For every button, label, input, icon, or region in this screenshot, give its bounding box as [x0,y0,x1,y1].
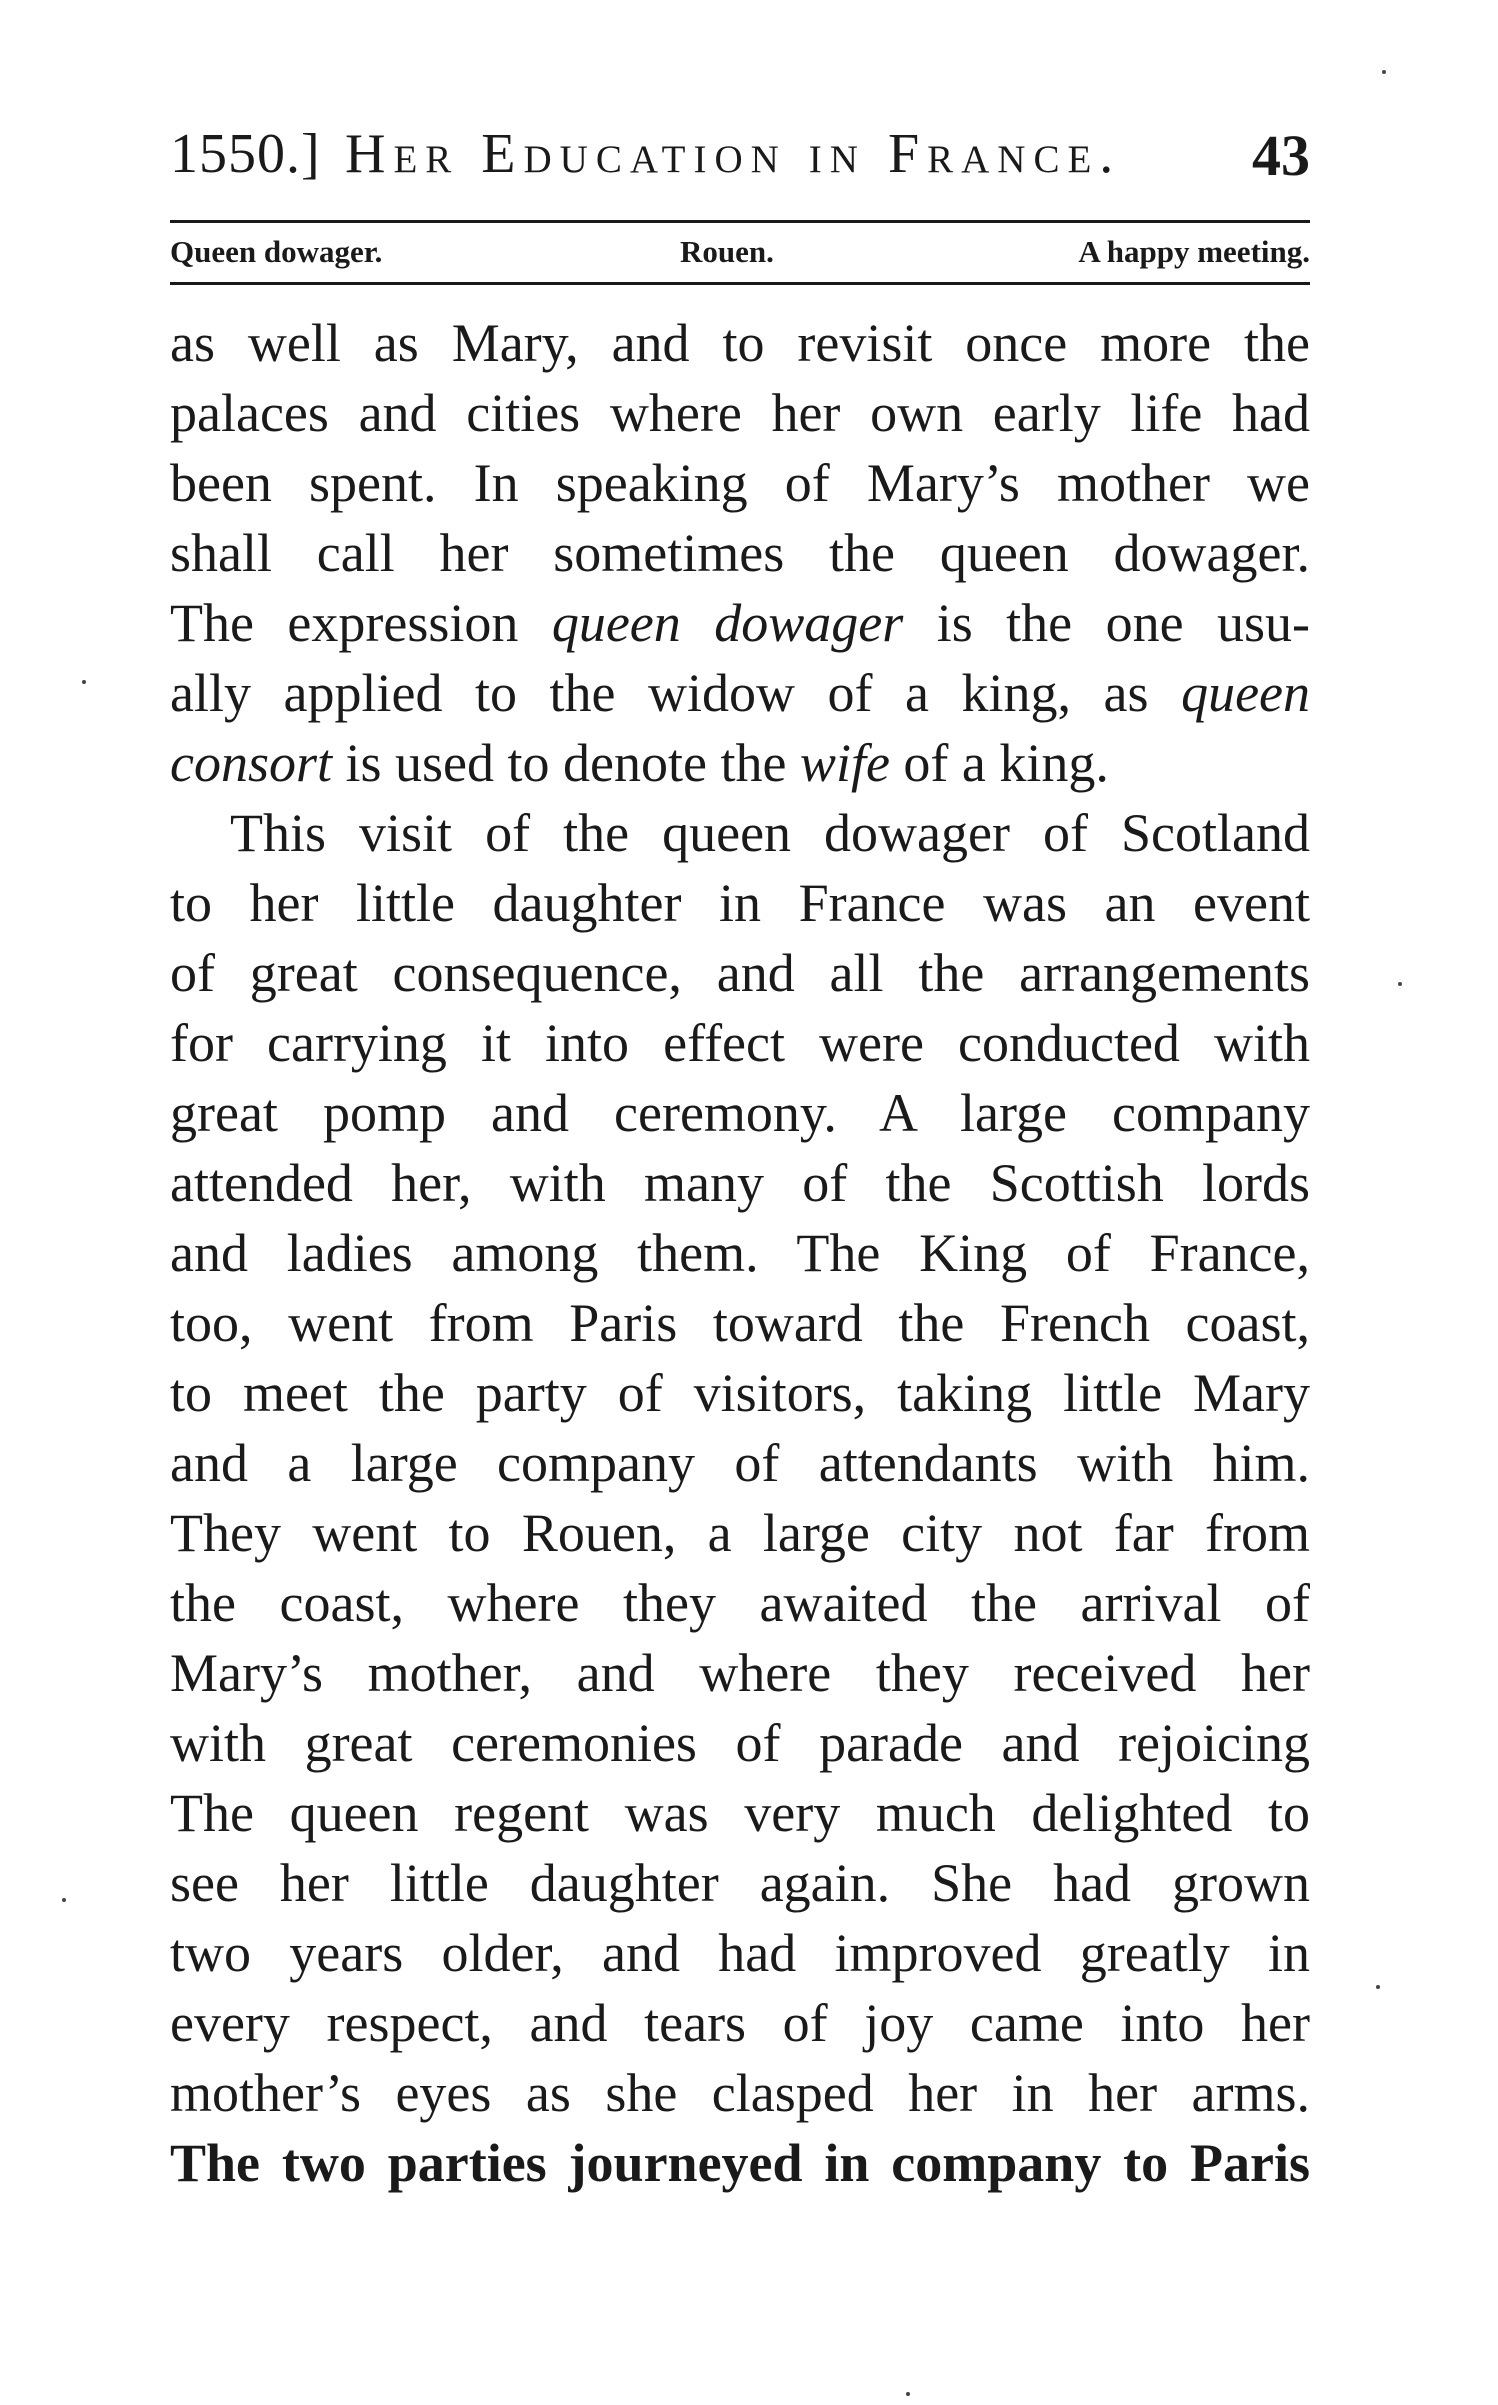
text-line: too, went from Paris toward the French coast, [170,1293,1310,1353]
subhead-center: Rouen. [680,234,774,269]
subhead-right: A happy meeting. [1078,234,1310,269]
scan-speck [1376,1985,1380,1989]
text-line: shall call her sometimes the queen dowager. [170,523,1310,583]
running-header [170,122,1310,202]
subhead-left: Queen dowager. [170,234,383,269]
header-rule-top [170,220,1310,223]
italic-term: queen [1181,663,1310,723]
text-line: The queen regent was very much delighted to [170,1783,1310,1843]
text-line: They went to Rouen, a large city not far from [170,1503,1310,1563]
scan-speck [1398,982,1402,986]
text-line: to her little daughter in France was an event [170,873,1310,933]
header-rule-bottom [170,282,1310,285]
scan-speck [906,2392,910,2396]
text-line [170,728,1310,798]
text-line: every respect, and tears of joy came into her [170,1993,1310,2053]
text-line: to meet the party of visitors, taking little Mary [170,1363,1310,1423]
text-run: is used to denote the [332,733,800,793]
text-line: for carrying it into effect were conducted with [170,1013,1310,1073]
text-line: as well as Mary, and to revisit once more the [170,313,1310,373]
scan-speck [62,1898,66,1902]
page-number: 43 [1252,123,1310,188]
text-line: two years older, and had improved greatly in [170,1923,1310,1983]
text-line: Mary’s mother, and where they received her [170,1643,1310,1703]
text-line: attended her, with many of the Scottish lords [170,1153,1310,1213]
text-line: of great consequence, and all the arrangements [170,943,1310,1003]
text-line: mother’s eyes as she clasped her in her arms. [170,2063,1310,2123]
text-run: ally applied to the widow of a king, as [170,663,1182,723]
italic-term: queen dowager [551,593,904,653]
text-line: been spent. In speaking of Mary’s mother we [170,453,1310,513]
text-line [170,588,1310,658]
text-run: is the one usu- [903,593,1311,653]
scan-speck [82,680,86,684]
text-line: great pomp and ceremony. A large company [170,1083,1310,1143]
text-line: with great ceremonies of parade and rejoicing [170,1713,1310,1773]
scan-speck [1382,70,1386,74]
marginal-subheads [170,234,1310,278]
italic-term: consort [170,733,332,793]
body-text [170,308,1310,2198]
text-run: The expression [170,593,552,653]
text-line: and a large company of attendants with him. [170,1433,1310,1493]
header-title: Her Education in France. [345,123,1122,185]
text-line: This visit of the queen dowager of Scotland [230,803,1310,863]
text-run: of a king. [889,733,1109,793]
text-line: and ladies among them. The King of France, [170,1223,1310,1283]
text-line [170,658,1310,728]
text-line: the coast, where they awaited the arrival of [170,1573,1310,1633]
text-line: see her little daughter again. She had grown [170,1853,1310,1913]
header-year: 1550.] [170,123,321,185]
text-line: palaces and cities where her own early life had [170,383,1310,443]
text-line: The two parties journeyed in company to Paris [170,2133,1310,2193]
italic-term: wife [799,733,890,793]
